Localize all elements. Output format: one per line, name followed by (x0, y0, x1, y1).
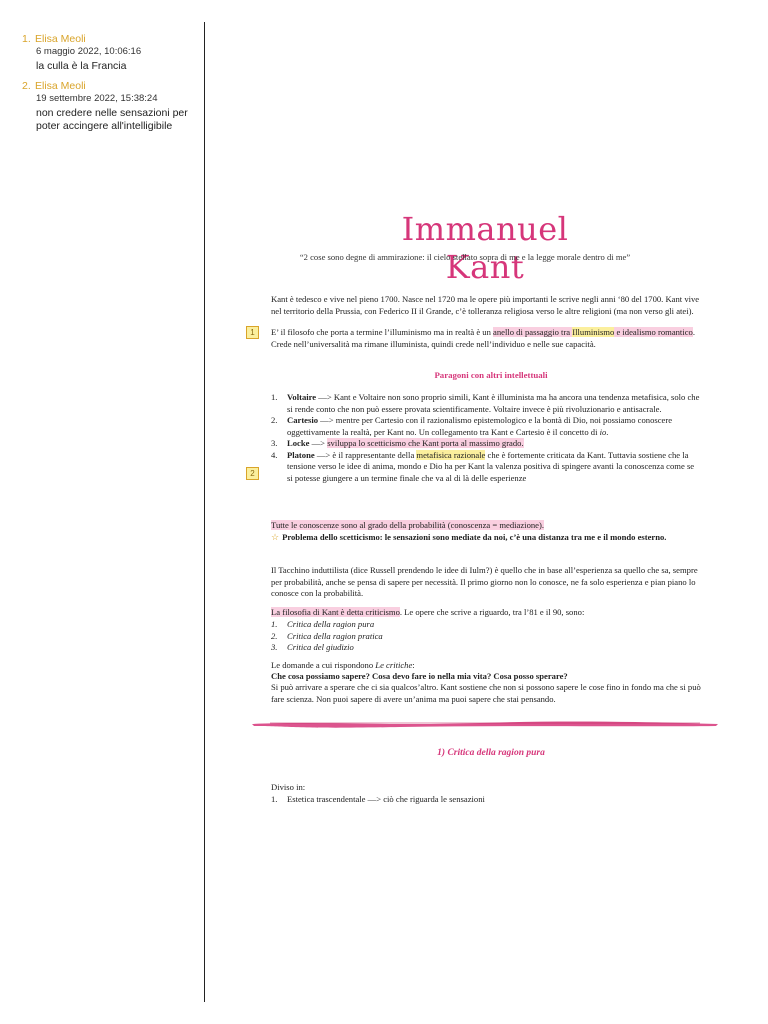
annotation-text: la culla è la Francia (36, 60, 127, 72)
list-item: 1. Voltaire —> Kant e Voltaire non sono proprio simili, Kant è illuminista ma ha ancora una tendenza metafisica, solo che si rende conto che non può essere provata scientificamente. Voltaire invece è più rivoluzionario e antisacrale. (271, 392, 700, 414)
parts-list (271, 794, 701, 806)
annotation-text: non credere nelle sensazioni per poter accingere all'intelligibile (36, 107, 188, 132)
annotation-2[interactable] (22, 80, 206, 132)
annotation-number: 2. (22, 80, 31, 92)
star-icon: ☆ (271, 532, 280, 542)
scepticism-problem: ☆ Problema dello scetticismo: le sensazioni sono mediate da noi, c’è una distanza tra me e il mondo esterno. (271, 532, 667, 542)
section-heading-comparisons: Paragoni con altri intellettuali (434, 370, 548, 380)
list-item: 2. Cartesio —> mentre per Cartesio con il razionalismo epistemologico e la bontà di Dio, noi possiamo conoscere oggettivamente la realtà, per Kant no. Un collegamento tra Kant e Cartesio è il concetto di io. (271, 415, 673, 437)
list-item: 3. Critica del giudizio (271, 642, 354, 652)
annotation-author: Elisa Meoli (35, 33, 86, 45)
highlight-passage: anello di passaggio tra (493, 327, 573, 337)
list-item: 3. Locke —> sviluppa lo scetticismo che Kant porta al massimo grado. (271, 438, 524, 448)
criticism-paragraph: La filosofia di Kant è detta criticismo. Le opere che scrive a riguardo, tra l’81 e il 90, sono: (271, 607, 585, 617)
brush-divider (250, 718, 720, 730)
section-heading-critique: 1) Critica della ragion pura (437, 748, 545, 758)
list-item: 2. Critica della ragion pratica (271, 630, 383, 641)
sidebar-divider (204, 22, 205, 1002)
list-item: 4. Platone —> è il rappresentante della metafisica razionale che è fortemente criticata da Kant. Tuttavia sostiene che la tensione verso le idee di anima, mondo e Dio ha per Kant la valenza positiva di spingere avanti la conoscenza come se si potesse giungere a un termine finale che va al di là delle esperienze (271, 449, 695, 483)
document-page (210, 0, 768, 1024)
annotation-date: 19 settembre 2022, 15:38:24 (36, 93, 158, 104)
questions-intro: Le domande a cui rispondono Le critiche: (271, 660, 415, 670)
highlight-scepticism: sviluppa lo scetticismo che Kant porta al massimo grado. (327, 438, 524, 448)
comparison-list (271, 392, 701, 484)
questions: Che cosa possiamo sapere? Cosa devo fare io nella mia vita? Cosa posso sperare? (271, 671, 568, 681)
hope-paragraph: Si può arrivare a sperare che ci sia qualcos’altro. Kant sostiene che non si possono sapere le cose fino in fondo ma che si può fare scienza. Non puoi sapere di avere un’anima ma puoi sapere che stai pensando. (271, 682, 701, 704)
highlight-criticism: La filosofia di Kant è detta criticismo (271, 607, 400, 617)
tacchino-paragraph: Il Tacchino induttilista (dice Russell prendendo le idee di Iulm?) è quello che in base all’esperienza sa quello che sa, sempre per probabilità, anche se pensa di sapere per necessità. Il primo giorno non lo conosce, ne fa solo esperienza e pian piano lo conosce con la probabilità. (271, 565, 698, 598)
annotation-1[interactable] (22, 33, 206, 73)
knowledge-paragraph (271, 520, 701, 532)
annotation-date: 6 maggio 2022, 10:06:16 (36, 46, 142, 57)
works-list (271, 619, 701, 654)
document-quote: “2 cose sono degne di ammirazione: il cielo stellato sopra di me e la legge morale dentro di me” (299, 252, 631, 262)
highlight-knowledge: Tutte le conoscenze sono al grado della probabilità (conoscenza = mediazione). (271, 520, 544, 530)
highlight-metaphysics: metafisica razionale (416, 449, 486, 460)
divided-label: Diviso in: (271, 782, 306, 792)
highlight-illuminismo: Illuminismo (572, 327, 615, 337)
list-item: 1. Estetica trascendentale —> ciò che riguarda le sensazioni (271, 794, 485, 804)
list-item: 1. Critica della ragion pura (271, 619, 375, 629)
annotation-marker-1[interactable]: 1 (246, 326, 259, 339)
annotation-number: 1. (22, 33, 31, 45)
document-title: Immanuel Kant (401, 210, 569, 286)
intro-paragraph-1: Kant è tedesco e vive nel pieno 1700. Nasce nel 1720 ma le opere più importanti le scrive negli anni ‘80 del 1700. Kant vive nel territorio della Prussia, con Federico II il Grande, c’è tolleranza religiosa verso le altre religioni (ma non verso gli atei). (271, 294, 700, 316)
annotation-author: Elisa Meoli (35, 80, 86, 92)
annotation-marker-2[interactable]: 2 (246, 467, 259, 480)
highlight-romanticism: e idealismo romantico (614, 327, 693, 337)
annotation-sidebar (0, 0, 204, 1024)
intro-paragraph-2: E’ il filosofo che porta a termine l’illuminismo ma in realtà è un anello di passaggio tra Illuminismo e idealismo romantico. Crede nell’universalità ma rimane illuminista, quindi crede nell’individuo e nelle sue capacità. (271, 327, 695, 349)
